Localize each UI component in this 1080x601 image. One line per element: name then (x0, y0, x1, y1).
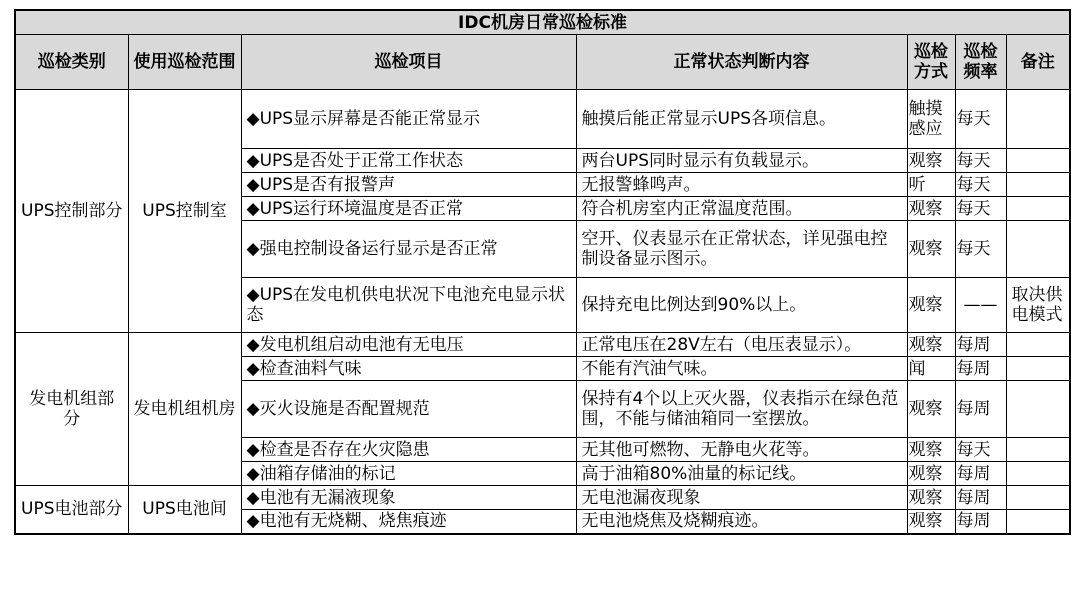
header-frequency: 巡检频率 (955, 35, 1006, 90)
method-cell: 观察 (907, 197, 955, 221)
category-cell: UPS控制部分 (15, 90, 128, 333)
method-cell: 观察 (907, 438, 955, 462)
remark-cell (1006, 438, 1070, 462)
header-remark: 备注 (1006, 35, 1070, 90)
item-cell: ◆UPS是否有报警声 (241, 173, 576, 197)
item-cell: ◆检查油料气味 (241, 357, 576, 381)
item-cell: ◆UPS是否处于正常工作状态 (241, 149, 576, 173)
method-cell: 听 (907, 173, 955, 197)
criteria-cell: 正常电压在28V左右（电压表显示）。 (576, 333, 907, 357)
frequency-cell: —— (955, 278, 1006, 333)
method-cell: 观察 (907, 486, 955, 510)
item-cell: ◆UPS运行环境温度是否正常 (241, 197, 576, 221)
method-cell: 观察 (907, 278, 955, 333)
criteria-cell: 无电池烧焦及烧糊痕迹。 (576, 510, 907, 534)
frequency-cell: 每周 (955, 462, 1006, 486)
frequency-cell: 每天 (955, 197, 1006, 221)
header-method: 巡检方式 (907, 35, 955, 90)
frequency-cell: 每天 (955, 149, 1006, 173)
method-cell: 观察 (907, 510, 955, 534)
remark-cell (1006, 357, 1070, 381)
frequency-cell: 每周 (955, 381, 1006, 438)
method-cell: 观察 (907, 149, 955, 173)
criteria-cell: 不能有汽油气味。 (576, 357, 907, 381)
criteria-cell: 触摸后能正常显示UPS各项信息。 (576, 90, 907, 149)
table-row (15, 333, 1070, 357)
remark-cell: 取决供电模式 (1006, 278, 1070, 333)
header-item: 巡检项目 (241, 35, 576, 90)
criteria-cell: 两台UPS同时显示有负载显示。 (576, 149, 907, 173)
scope-cell: UPS电池间 (128, 486, 241, 534)
item-cell: ◆强电控制设备运行显示是否正常 (241, 221, 576, 278)
item-cell: ◆电池有无烧糊、烧焦痕迹 (241, 510, 576, 534)
method-cell: 观察 (907, 381, 955, 438)
frequency-cell: 每天 (955, 221, 1006, 278)
header-scope: 使用巡检范围 (128, 35, 241, 90)
inspection-standard-table (14, 9, 1071, 535)
criteria-cell: 保持有4个以上灭火器，仪表指示在绿色范围，不能与储油箱同一室摆放。 (576, 381, 907, 438)
criteria-cell: 无电池漏夜现象 (576, 486, 907, 510)
category-cell: 发电机组部分 (15, 333, 128, 486)
header-category: 巡检类别 (15, 35, 128, 90)
frequency-cell: 每周 (955, 333, 1006, 357)
criteria-cell: 符合机房室内正常温度范围。 (576, 197, 907, 221)
criteria-cell: 无其他可燃物、无静电火花等。 (576, 438, 907, 462)
item-cell: ◆电池有无漏液现象 (241, 486, 576, 510)
frequency-cell: 每周 (955, 486, 1006, 510)
item-cell: ◆发电机组启动电池有无电压 (241, 333, 576, 357)
method-cell: 观察 (907, 462, 955, 486)
criteria-cell: 无报警蜂鸣声。 (576, 173, 907, 197)
criteria-cell: 空开、仪表显示在正常状态，详见强电控制设备显示图示。 (576, 221, 907, 278)
method-cell: 观察 (907, 221, 955, 278)
frequency-cell: 每天 (955, 173, 1006, 197)
item-cell: ◆UPS在发电机供电状况下电池充电显示状态 (241, 278, 576, 333)
frequency-cell: 每周 (955, 357, 1006, 381)
table-row (15, 90, 1070, 149)
item-cell: ◆检查是否存在火灾隐患 (241, 438, 576, 462)
remark-cell (1006, 486, 1070, 510)
category-cell: UPS电池部分 (15, 486, 128, 534)
remark-cell (1006, 197, 1070, 221)
method-cell: 观察 (907, 333, 955, 357)
header-criteria: 正常状态判断内容 (576, 35, 907, 90)
remark-cell (1006, 462, 1070, 486)
table-row (15, 486, 1070, 510)
remark-cell (1006, 333, 1070, 357)
scope-cell: UPS控制室 (128, 90, 241, 333)
scope-cell: 发电机组机房 (128, 333, 241, 486)
frequency-cell: 每天 (955, 90, 1006, 149)
remark-cell (1006, 90, 1070, 149)
frequency-cell: 每天 (955, 438, 1006, 462)
remark-cell (1006, 221, 1070, 278)
item-cell: ◆灭火设施是否配置规范 (241, 381, 576, 438)
frequency-cell: 每周 (955, 510, 1006, 534)
item-cell: ◆UPS显示屏幕是否能正常显示 (241, 90, 576, 149)
criteria-cell: 高于油箱80%油量的标记线。 (576, 462, 907, 486)
remark-cell (1006, 510, 1070, 534)
criteria-cell: 保持充电比例达到90%以上。 (576, 278, 907, 333)
remark-cell (1006, 381, 1070, 438)
item-cell: ◆油箱存储油的标记 (241, 462, 576, 486)
method-cell: 闻 (907, 357, 955, 381)
table-title: IDC机房日常巡检标准 (15, 10, 1070, 35)
remark-cell (1006, 149, 1070, 173)
remark-cell (1006, 173, 1070, 197)
method-cell: 触摸感应 (907, 90, 955, 149)
